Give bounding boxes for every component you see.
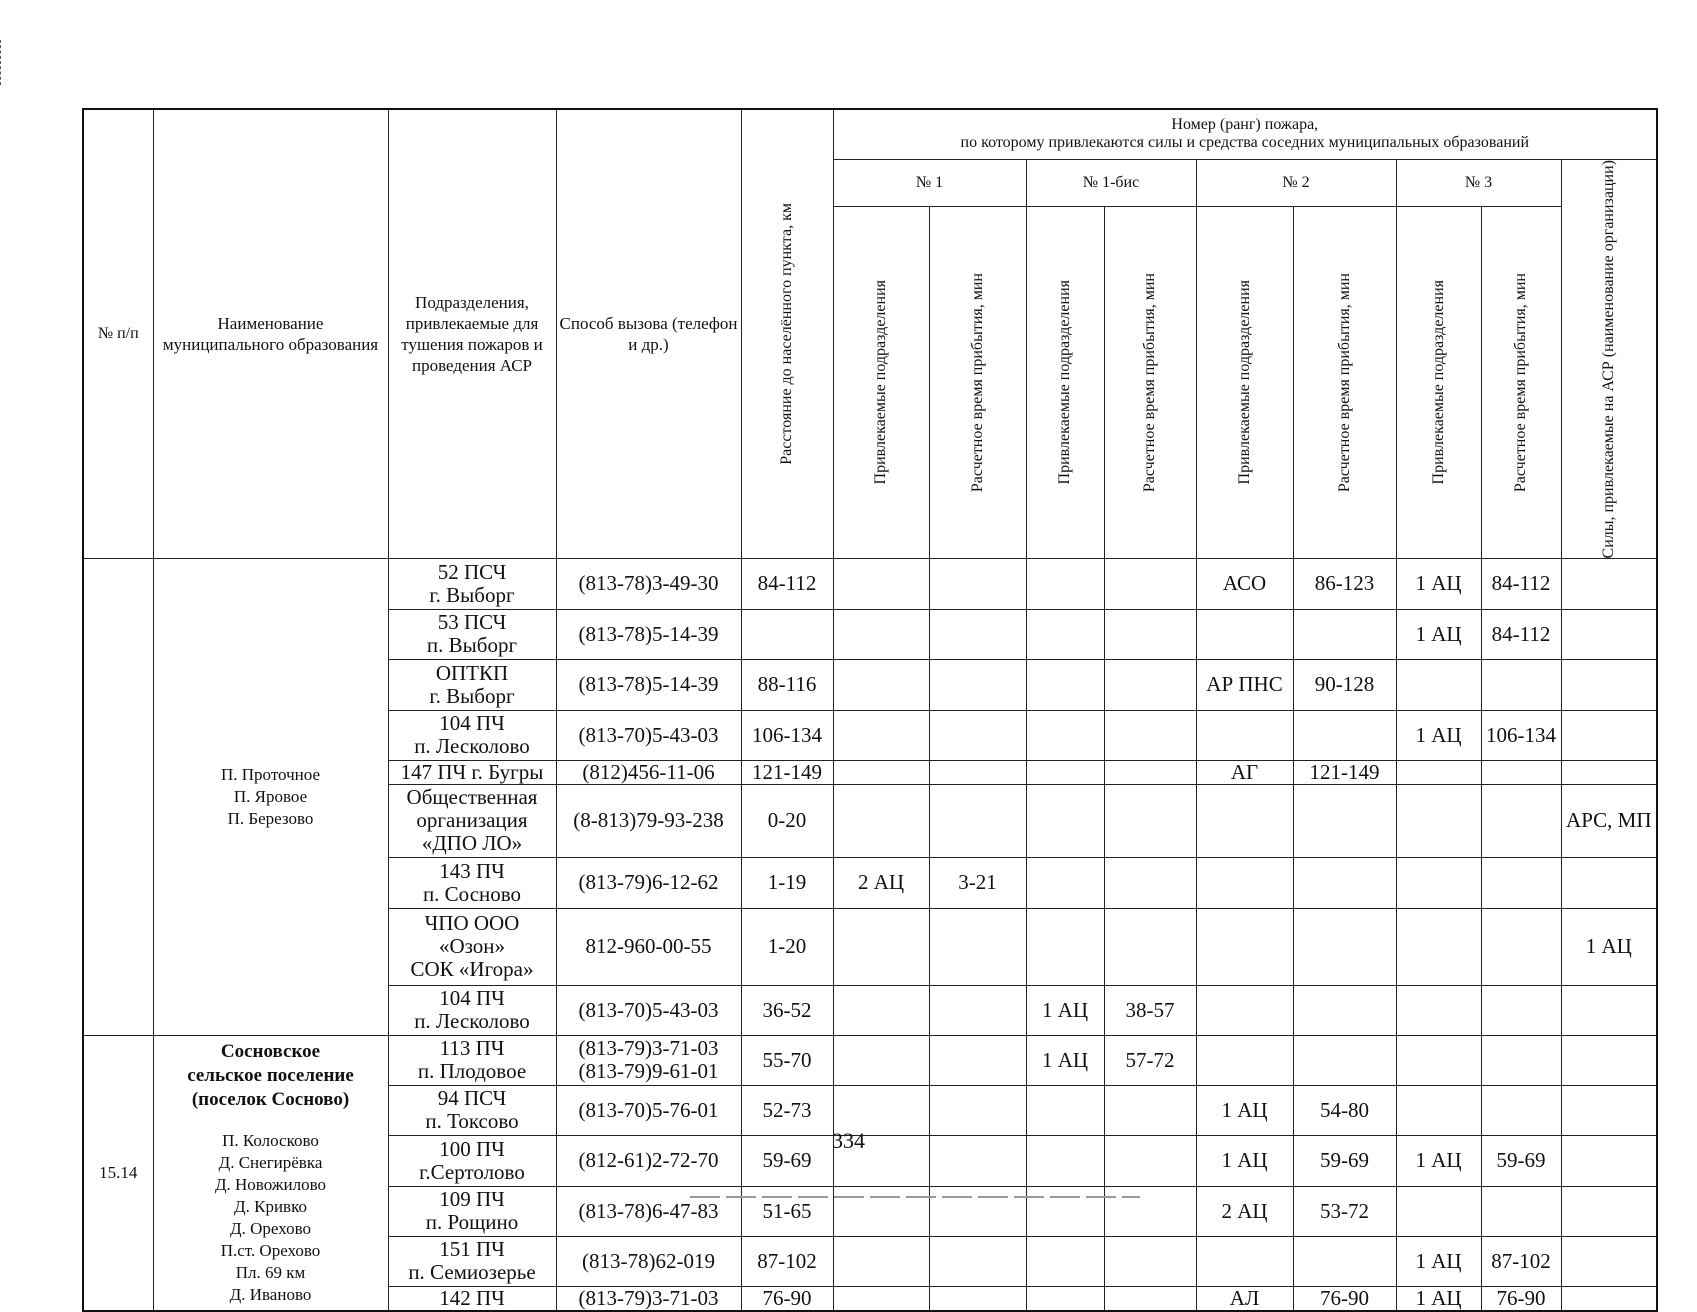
r1u-cell — [833, 1035, 929, 1085]
r1bt-cell: 38-57 — [1104, 985, 1196, 1035]
r1bt-cell — [1104, 1186, 1196, 1236]
phone-cell — [556, 784, 741, 857]
header-r3-time: Расчетное время прибытия, мин — [1512, 273, 1529, 493]
unit-line: 113 ПЧ — [439, 1036, 505, 1061]
r2u-cell: АСО — [1196, 558, 1293, 609]
phone-number: (813-78)5-14-39 — [578, 621, 719, 646]
asr-cell — [1561, 1035, 1657, 1085]
unit-cell — [388, 908, 556, 985]
unit-cell — [388, 1186, 556, 1236]
r3t-cell — [1481, 1035, 1561, 1085]
unit-line: 52 ПСЧ — [437, 559, 507, 584]
r1bu-cell — [1026, 659, 1104, 710]
asr-cell — [1561, 609, 1657, 659]
r1u-cell — [833, 659, 929, 710]
r3u-cell: 1 АЦ — [1396, 558, 1481, 609]
phone-number: (813-78)6-47-83 — [578, 1198, 719, 1223]
header-units: Подразделения, привлекаемые для тушения пожаров и проведения АСР — [388, 109, 556, 558]
distance-cell: 88-116 — [741, 659, 833, 710]
r1bt-cell — [1104, 558, 1196, 609]
r1t-cell — [929, 908, 1026, 985]
header-r1bis-units-cell — [1026, 207, 1104, 559]
unit-cell — [388, 1035, 556, 1085]
phone-number: 812-960-00-55 — [585, 934, 712, 959]
r2t-cell — [1293, 784, 1396, 857]
settlement-name: Д. Новожилово — [214, 1174, 327, 1194]
r1bu-cell — [1026, 784, 1104, 857]
settlement-title-line: сельское поселение — [187, 1064, 354, 1086]
header-call: Способ вызова (телефон и др.) — [556, 109, 741, 558]
unit-line: п. Лесколово — [414, 1009, 530, 1034]
header-r2-units-cell — [1196, 207, 1293, 559]
distance-cell: 121-149 — [741, 760, 833, 784]
r2t-cell: 86-123 — [1293, 558, 1396, 609]
asr-cell — [1561, 760, 1657, 784]
r1t-cell — [929, 784, 1026, 857]
unit-line: 104 ПЧ — [439, 986, 505, 1011]
r3t-cell — [1481, 784, 1561, 857]
header-r1bis-units: Привлекаемые подразделения — [1056, 280, 1073, 485]
settlement-name: П. Колосково — [222, 1130, 319, 1150]
r2t-cell: 76-90 — [1293, 1286, 1396, 1311]
header-r1-time-cell — [929, 207, 1026, 559]
r2t-cell — [1293, 1035, 1396, 1085]
phone-number: (812-61)2-72-70 — [578, 1148, 719, 1173]
header-rank1bis: № 1-бис — [1026, 159, 1196, 207]
r1u-cell — [833, 1186, 929, 1236]
r1bt-cell — [1104, 760, 1196, 784]
r2t-cell — [1293, 710, 1396, 760]
unit-cell — [388, 558, 556, 609]
r1bu-cell — [1026, 710, 1104, 760]
header-r2-time: Расчетное время прибытия, мин — [1335, 273, 1353, 493]
unit-cell — [388, 1286, 556, 1311]
settlement-name: Пл. 69 км — [235, 1262, 306, 1282]
header-r2-units: Привлекаемые подразделения — [1235, 280, 1253, 485]
r3u-cell: 1 АЦ — [1396, 1286, 1481, 1311]
asr-cell — [1561, 1286, 1657, 1311]
unit-line: г.Сертолово — [419, 1159, 525, 1184]
r1bu-cell — [1026, 760, 1104, 784]
r1bt-cell — [1104, 1236, 1196, 1286]
page-number: 334 — [832, 1128, 865, 1153]
unit-cell — [388, 710, 556, 760]
unit-line: ЧПО ООО — [424, 911, 520, 936]
r1t-cell — [929, 558, 1026, 609]
r1u-cell — [833, 985, 929, 1035]
unit-line: п. Сосново — [422, 881, 522, 906]
settlement-name: Д. Кривко — [234, 1196, 307, 1216]
r1bt-cell — [1104, 659, 1196, 710]
unit-line: п. Рощино — [425, 1210, 519, 1235]
r1t-cell — [929, 1186, 1026, 1236]
header-rank3: № 3 — [1396, 159, 1561, 207]
r1bu-cell — [1026, 857, 1104, 908]
unit-line: п. Семиозерье — [408, 1260, 536, 1285]
header-distance: Расстояние до населённого пункта, км — [778, 203, 795, 465]
group1-name-cell — [153, 558, 388, 1035]
r1t-cell: 3-21 — [929, 857, 1026, 908]
header-rank1: № 1 — [833, 159, 1026, 207]
header-rank-title-line2: по которому привлекаются силы и средства соседних муниципальных образований — [960, 134, 1529, 152]
r2u-cell: 2 АЦ — [1196, 1186, 1293, 1236]
unit-cell — [388, 857, 556, 908]
scan-bottom-line — [690, 1196, 1140, 1198]
r3t-cell — [1481, 1186, 1561, 1236]
unit-line: п. Плодовое — [417, 1059, 527, 1084]
settlement-title-line: (поселок Сосново) — [191, 1088, 350, 1110]
r1t-cell — [929, 760, 1026, 784]
unit-line: Общественная — [406, 785, 538, 810]
unit-cell — [388, 760, 556, 784]
r3u-cell — [1396, 857, 1481, 908]
header-asr-cell — [1561, 159, 1657, 558]
asr-cell: АРС, МП — [1561, 784, 1657, 857]
r1u-cell — [833, 784, 929, 857]
unit-line: 53 ПСЧ — [437, 610, 507, 635]
header-r2-time-cell — [1293, 207, 1396, 559]
distance-cell: 87-102 — [741, 1236, 833, 1286]
phone-number: (8-813)79-93-238 — [573, 808, 724, 833]
table-row — [83, 1035, 1657, 1085]
r3t-cell: 84-112 — [1481, 558, 1561, 609]
unit-cell — [388, 659, 556, 710]
unit-line: 142 ПЧ — [439, 1285, 505, 1310]
phone-number: (813-70)5-43-03 — [578, 722, 719, 747]
unit-line: «Озон» — [438, 934, 506, 959]
unit-line: СОК «Игора» — [410, 957, 534, 982]
r2u-cell — [1196, 908, 1293, 985]
phone-cell — [556, 710, 741, 760]
unit-line: г. Выборг — [429, 582, 515, 607]
asr-cell — [1561, 985, 1657, 1035]
r2t-cell — [1293, 609, 1396, 659]
header-num: № п/п — [83, 109, 153, 558]
r2u-cell — [1196, 1035, 1293, 1085]
distance-cell: 1-19 — [741, 857, 833, 908]
distance-cell: 59-69 — [741, 1135, 833, 1186]
r3u-cell: 1 АЦ — [1396, 1135, 1481, 1186]
r1u-cell — [833, 609, 929, 659]
r2u-cell: АР ПНС — [1196, 659, 1293, 710]
r1bu-cell — [1026, 1186, 1104, 1236]
table-body — [83, 558, 1657, 1311]
r3u-cell — [1396, 760, 1481, 784]
distance-cell: 106-134 — [741, 710, 833, 760]
r1bu-cell: 1 АЦ — [1026, 1035, 1104, 1085]
header-r1-units-cell — [833, 207, 929, 559]
distance-cell — [741, 609, 833, 659]
unit-line: ОПТКП — [435, 660, 509, 685]
r1bt-cell — [1104, 710, 1196, 760]
unit-cell — [388, 609, 556, 659]
phone-cell — [556, 985, 741, 1035]
unit-line: 151 ПЧ — [439, 1237, 505, 1262]
distance-cell: 84-112 — [741, 558, 833, 609]
r2u-cell — [1196, 857, 1293, 908]
r3t-cell — [1481, 760, 1561, 784]
phone-number: (812)456-11-06 — [582, 759, 715, 784]
r1u-cell — [833, 760, 929, 784]
unit-line: 94 ПСЧ — [437, 1086, 507, 1111]
unit-line: г. Выборг — [429, 683, 515, 708]
asr-cell — [1561, 659, 1657, 710]
settlement-name: П. Яровое — [233, 786, 308, 806]
asr-cell — [1561, 1236, 1657, 1286]
unit-cell — [388, 985, 556, 1035]
r1t-cell — [929, 1286, 1026, 1311]
r2t-cell — [1293, 1236, 1396, 1286]
r1bu-cell: 1 АЦ — [1026, 985, 1104, 1035]
r2t-cell: 53-72 — [1293, 1186, 1396, 1236]
r3u-cell — [1396, 1035, 1481, 1085]
unit-line: организация — [416, 808, 528, 833]
r3u-cell — [1396, 985, 1481, 1035]
phone-cell — [556, 558, 741, 609]
r1t-cell — [929, 659, 1026, 710]
phone-number: (813-78)62-019 — [582, 1248, 715, 1273]
r3t-cell — [1481, 659, 1561, 710]
r1bu-cell — [1026, 558, 1104, 609]
r2t-cell — [1293, 908, 1396, 985]
group2-name-cell — [153, 1035, 388, 1311]
scan-edge-mark — [0, 40, 3, 85]
settlement-name: Д. Орехово — [230, 1218, 311, 1238]
distance-cell: 36-52 — [741, 985, 833, 1035]
phone-number: (813-78)5-14-39 — [578, 672, 719, 697]
r3t-cell: 76-90 — [1481, 1286, 1561, 1311]
r2u-cell: АГ — [1196, 760, 1293, 784]
r1bt-cell: 57-72 — [1104, 1035, 1196, 1085]
r1bu-cell — [1026, 908, 1104, 985]
r2u-cell: АЛ — [1196, 1286, 1293, 1311]
header-rank-title — [833, 109, 1657, 159]
r1bt-cell — [1104, 609, 1196, 659]
settlement-name: Д. Иваново — [229, 1284, 312, 1304]
r1t-cell — [929, 710, 1026, 760]
r3u-cell — [1396, 784, 1481, 857]
r2u-cell — [1196, 609, 1293, 659]
phone-cell — [556, 857, 741, 908]
asr-cell — [1561, 710, 1657, 760]
header-name: Наименование муниципального образования — [153, 109, 388, 558]
header-r1-units: Привлекаемые подразделения — [872, 280, 889, 485]
r3u-cell — [1396, 908, 1481, 985]
settlement-name: Д. Снегирёвка — [218, 1152, 323, 1172]
r3t-cell — [1481, 908, 1561, 985]
r3t-cell — [1481, 985, 1561, 1035]
phone-number: (813-79)9-61-01 — [578, 1059, 719, 1084]
asr-cell — [1561, 857, 1657, 908]
phone-number: (813-79)6-12-62 — [578, 870, 719, 895]
unit-cell — [388, 784, 556, 857]
r1bu-cell — [1026, 609, 1104, 659]
unit-line: 100 ПЧ — [439, 1136, 505, 1161]
phone-cell — [556, 760, 741, 784]
phone-cell — [556, 659, 741, 710]
r1t-cell — [929, 1236, 1026, 1286]
r1u-cell — [833, 710, 929, 760]
phone-cell — [556, 609, 741, 659]
r2t-cell: 54-80 — [1293, 1085, 1396, 1135]
r1u-cell: 2 АЦ — [833, 857, 929, 908]
distance-cell: 52-73 — [741, 1085, 833, 1135]
settlement-name: П. Березово — [227, 808, 314, 828]
header-r1bis-time: Расчетное время прибытия, мин — [1141, 273, 1158, 493]
r3t-cell: 106-134 — [1481, 710, 1561, 760]
r2t-cell — [1293, 985, 1396, 1035]
r1bu-cell — [1026, 1286, 1104, 1311]
r3t-cell: 87-102 — [1481, 1236, 1561, 1286]
r2u-cell: 1 АЦ — [1196, 1085, 1293, 1135]
settlement-title-line: Сосновское — [220, 1040, 321, 1062]
distance-cell: 51-65 — [741, 1186, 833, 1236]
phone-number: (813-70)5-76-01 — [578, 1097, 719, 1122]
r1u-cell — [833, 1286, 929, 1311]
unit-line: 143 ПЧ — [439, 858, 505, 883]
r1u-cell — [833, 908, 929, 985]
group2-number: 15.14 — [83, 1035, 153, 1311]
r3u-cell: 1 АЦ — [1396, 710, 1481, 760]
unit-line: 109 ПЧ — [439, 1187, 505, 1212]
asr-cell — [1561, 1186, 1657, 1236]
asr-cell — [1561, 558, 1657, 609]
header-r3-units-cell — [1396, 207, 1481, 559]
phone-number: (813-78)3-49-30 — [578, 571, 719, 596]
group1-number — [83, 558, 153, 1035]
r3u-cell: 1 АЦ — [1396, 1236, 1481, 1286]
r3u-cell — [1396, 1186, 1481, 1236]
phone-cell — [556, 1035, 741, 1085]
distance-cell: 76-90 — [741, 1286, 833, 1311]
r1bt-cell — [1104, 857, 1196, 908]
r2u-cell — [1196, 985, 1293, 1035]
header-distance-cell — [741, 109, 833, 558]
r2t-cell: 59-69 — [1293, 1135, 1396, 1186]
phone-number: (813-79)3-71-03 — [578, 1036, 719, 1061]
r1t-cell — [929, 985, 1026, 1035]
r2u-cell — [1196, 710, 1293, 760]
distance-cell: 1-20 — [741, 908, 833, 985]
header-rank-title-line1: Номер (ранг) пожара, — [1171, 116, 1319, 134]
phone-cell — [556, 1286, 741, 1311]
distance-cell: 0-20 — [741, 784, 833, 857]
r1t-cell — [929, 1035, 1026, 1085]
r2u-cell — [1196, 1236, 1293, 1286]
r2t-cell: 121-149 — [1293, 760, 1396, 784]
header-r3-time-cell — [1481, 207, 1561, 559]
r1bt-cell — [1104, 784, 1196, 857]
r1t-cell — [929, 609, 1026, 659]
header-rank2: № 2 — [1196, 159, 1396, 207]
r3u-cell — [1396, 659, 1481, 710]
settlement-name: П. Проточное — [221, 764, 320, 784]
header-r3-units: Привлекаемые подразделения — [1429, 280, 1447, 485]
unit-line: п. Выборг — [426, 633, 518, 658]
r1u-cell — [833, 558, 929, 609]
r3t-cell — [1481, 857, 1561, 908]
r1u-cell — [833, 1236, 929, 1286]
phone-cell — [556, 1236, 741, 1286]
header-r1-time: Расчетное время прибытия, мин — [968, 273, 986, 493]
distance-cell: 55-70 — [741, 1035, 833, 1085]
unit-line: «ДПО ЛО» — [421, 831, 523, 856]
asr-cell: 1 АЦ — [1561, 908, 1657, 985]
r2u-cell — [1196, 784, 1293, 857]
r1bu-cell — [1026, 1236, 1104, 1286]
header-r1bis-time-cell — [1104, 207, 1196, 559]
r2u-cell: 1 АЦ — [1196, 1135, 1293, 1186]
unit-line: п. Лесколово — [414, 734, 530, 759]
unit-line: п. Токсово — [425, 1109, 519, 1134]
unit-line: 104 ПЧ — [439, 711, 505, 736]
phone-number: (813-70)5-43-03 — [578, 997, 719, 1022]
phone-cell — [556, 908, 741, 985]
settlement-name: П.ст. Орехово — [220, 1240, 321, 1260]
unit-line: 147 ПЧ г. Бугры — [400, 759, 544, 784]
phone-cell — [556, 1186, 741, 1236]
r1bt-cell — [1104, 908, 1196, 985]
r3t-cell: 59-69 — [1481, 1135, 1561, 1186]
r3u-cell: 1 АЦ — [1396, 609, 1481, 659]
table-header — [83, 109, 1657, 558]
r1bt-cell — [1104, 1286, 1196, 1311]
header-asr-forces: Силы, привлекаемые на АСР (наименование организации) — [1599, 159, 1617, 558]
r2t-cell: 90-128 — [1293, 659, 1396, 710]
r3t-cell: 84-112 — [1481, 609, 1561, 659]
unit-cell — [388, 1236, 556, 1286]
phone-number: (813-79)3-71-03 — [578, 1285, 719, 1310]
table-row — [83, 558, 1657, 609]
r2t-cell — [1293, 857, 1396, 908]
